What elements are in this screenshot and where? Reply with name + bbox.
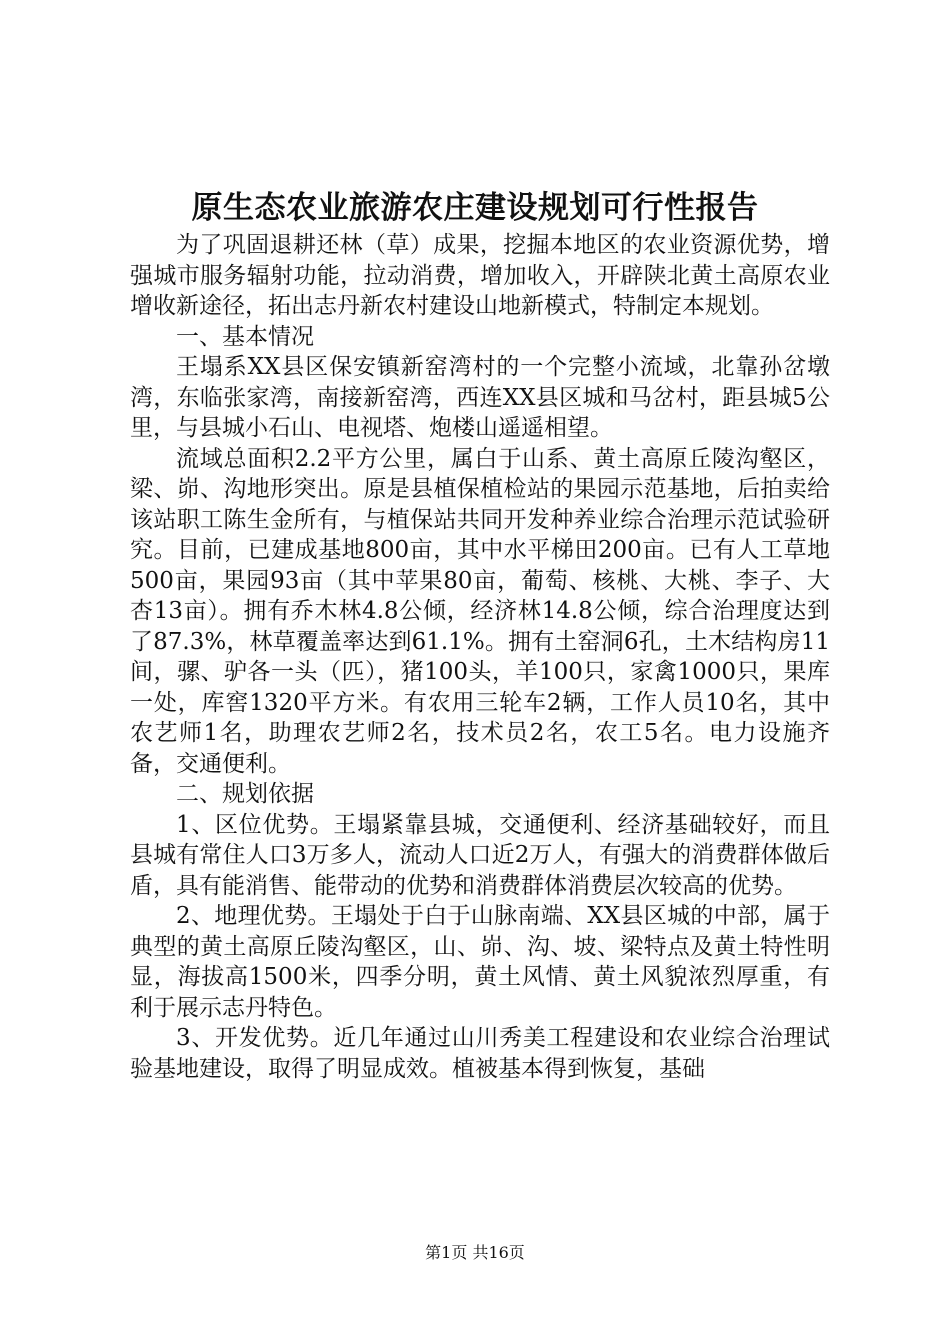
paragraph-area-details: 流域总面积2.2平方公里，属白于山系、黄土高原丘陵沟壑区，梁、峁、沟地形突出。原是县植保植检站的果园示范基地，后拍卖给该站职工陈生金所有，与植保站共同开发种养业综合治理示范试验研究。目前，已建成基地800亩，其中水平梯田200亩。已有人工草地500亩，果园93亩（其中苹果80亩，葡萄、核桃、大桃、李子、大杏13亩）。拥有乔木林4.8公倾，经济林14.8公倾，综合治理度达到了87.3%，林草覆盖率达到61.1%。拥有土窑洞6孔，土木结构房11间，骡、驴各一头（匹），猪100头，羊100只，家禽1000只，果库一处，库窖1320平方米。有农用三轮车2辆，工作人员10名，其中农艺师1名，助理农艺师2名，技术员2名，农工5名。电力设施齐备，交通便利。	[130, 445, 830, 777]
section-heading-basic-situation: 一、基本情况	[176, 323, 314, 350]
paragraph-geographic-advantage: 2、地理优势。王塌处于白于山脉南端、XX县区城的中部，属于典型的黄土高原丘陵沟壑区，山、峁、沟、坡、梁特点及黄土特性明显，海拔高1500米，四季分明，黄土风情、黄土风貌浓烈厚重，有利于展示志丹特色。	[130, 903, 830, 1021]
section-heading-planning-basis: 二、规划依据	[176, 781, 314, 807]
paragraph-location: 王塌系XX县区保安镇新窑湾村的一个完整小流域，北靠孙岔墩湾，东临张家湾，南接新窑湾，西连XX县区城和马岔村，距县城5公里，与县城小石山、电视塔、炮楼山遥遥相望。	[130, 354, 830, 441]
document-body	[130, 230, 830, 1084]
page-number-footer: 第1页 共16页	[425, 1243, 525, 1262]
paragraph-development-advantage: 3、开发优势。近几年通过山川秀美工程建设和农业综合治理试验基地建设，取得了明显成效。植被基本得到恢复，基础	[130, 1025, 830, 1082]
paragraph-location-advantage: 1、区位优势。王塌紧靠县城，交通便利、经济基础较好，而且县城有常住人口3万多人，流动人口近2万人，有强大的消费群体做后盾，具有能消售、能带动的优势和消费群体消费层次较高的优势。	[130, 811, 830, 899]
document-title: 原生态农业旅游农庄建设规划可行性报告	[191, 190, 759, 226]
paragraph-intro: 为了巩固退耕还林（草）成果，挖掘本地区的农业资源优势，增强城市服务辐射功能，拉动消费，增加收入，开辟陕北黄土高原农业增收新途径，拓出志丹新农村建设山地新模式，特制定本规划。	[130, 232, 830, 319]
